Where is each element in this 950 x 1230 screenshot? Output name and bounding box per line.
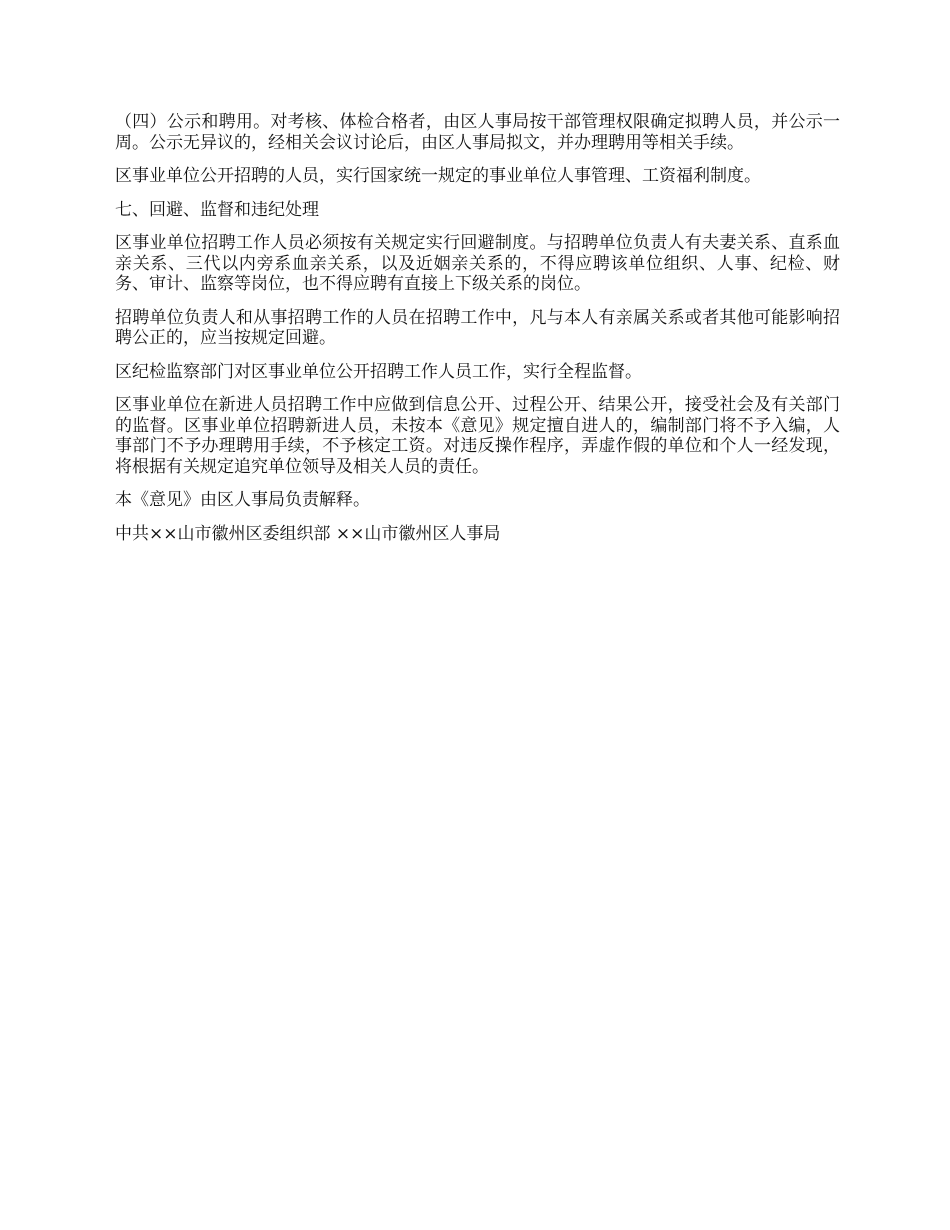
document-body	[115, 112, 840, 557]
section-heading-avoidance-supervision: 七、回避、监督和违纪处理	[115, 199, 319, 220]
paragraph-avoidance-rules: 区事业单位招聘工作人员必须按有关规定实行回避制度。与招聘单位负责人有夫妻关系、直系血亲关系、三代以内旁系血亲关系，以及近姻亲关系的，不得应聘该单位组织、人事、纪检、财务、审计、监察等岗位，也不得应聘有直接上下级关系的岗位。	[115, 233, 840, 294]
paragraph-supervision: 区纪检监察部门对区事业单位公开招聘工作人员工作，实行全程监督。	[115, 361, 642, 382]
paragraph-disclosure-and-penalties: 区事业单位在新进人员招聘工作中应做到信息公开、过程公开、结果公开，接受社会及有关部门的监督。区事业单位招聘新进人员，未按本《意见》规定擅自进人的，编制部门将不予入编，人事部门不予办理聘用手续，不予核定工资。对违反操作程序，弄虚作假的单位和个人一经发现，将根据有关规定追究单位领导及相关人员的责任。	[115, 395, 840, 477]
paragraph-interpretation: 本《意见》由区人事局负责解释。	[115, 490, 370, 510]
paragraph-issuing-authorities: 中共××山市徽州区委组织部 ××山市徽州区人事局	[115, 523, 501, 544]
paragraph-personnel-system: 区事业单位公开招聘的人员，实行国家统一规定的事业单位人事管理、工资福利制度。	[115, 166, 761, 186]
paragraph-publicity-and-hiring: （四）公示和聘用。对考核、体检合格者，由区人事局按干部管理权限确定拟聘人员，并公示一周。公示无异议的，经相关会议讨论后，由区人事局拟文，并办理聘用等相关手续。	[115, 112, 840, 153]
paragraph-recusal: 招聘单位负责人和从事招聘工作的人员在招聘工作中，凡与本人有亲属关系或者其他可能影响招聘公正的，应当按规定回避。	[115, 307, 840, 348]
